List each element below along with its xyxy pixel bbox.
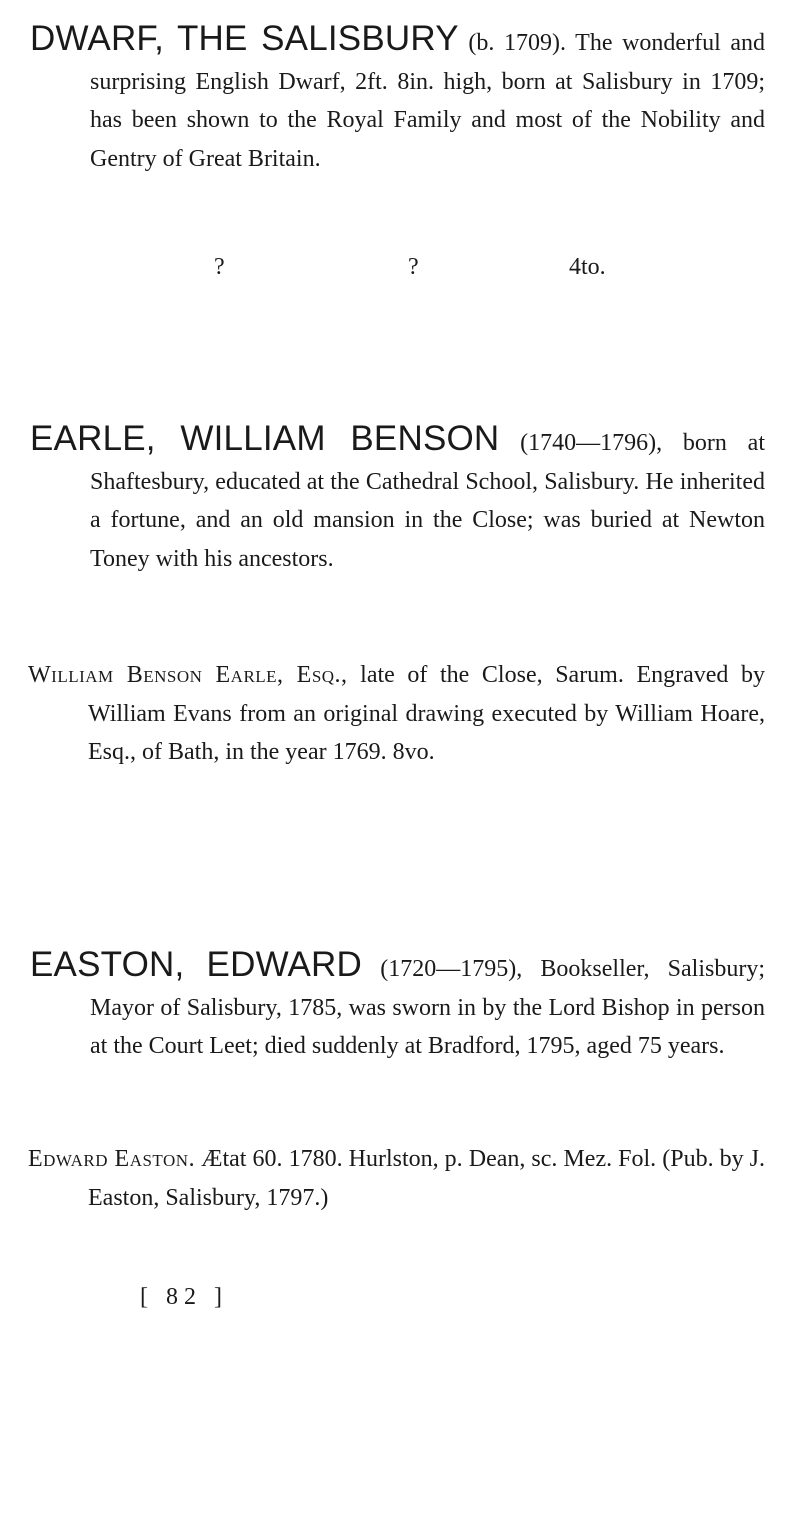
portrait-text: late of the Close, Sarum. Engraved by William Evans from an original drawing executed by William Hoare, Esq., of Bath, in the year 1769. 8vo. xyxy=(88,662,766,765)
portrait-size: 4to. xyxy=(569,254,606,280)
portrait-text: Ætat 60. 1780. Hurlston, p. Dean, sc. Mez. Fol. (Pub. by J. Easton, Salisbury, 1797.) xyxy=(88,1146,766,1211)
entry-easton xyxy=(30,946,765,1066)
portrait-artist: ? xyxy=(214,254,225,280)
portrait-easton xyxy=(28,1140,765,1217)
entry-name: DWARF, THE SALISBURY xyxy=(30,19,459,58)
entry-text: The wonderful and surprising English Dwarf, 2ft. 8in. high, born at Salisbury in 1709; has been shown to the Royal Family and most of the Nobility and Gentry of Great Britain. xyxy=(90,30,766,172)
entry-name: EASTON, EDWARD xyxy=(30,945,362,984)
portrait-sitter: William Benson Earle, Esq., xyxy=(28,662,348,688)
entry-earle xyxy=(30,420,765,578)
portrait-earle xyxy=(28,656,765,772)
page-number: [ 82 ] xyxy=(140,1284,228,1310)
portrait-sitter: Edward Easton. xyxy=(28,1146,196,1172)
entry-text: Bookseller, Salisbury; Mayor of Salisbury, 1785, was sworn in by the Lord Bishop in person at the Court Leet; died suddenly at Bradford, 1795, aged 75 years. xyxy=(90,956,765,1059)
entry-text: born at Shaftesbury, educated at the Cathedral School, Salisbury. He inherited a fortune, and an old mansion in the Close; was buried at Newton Toney with his ancestors. xyxy=(90,430,765,572)
entry-dates: (1740—1796), xyxy=(520,430,663,456)
entry-name: EARLE, WILLIAM BENSON xyxy=(30,419,500,458)
portrait-engraver: ? xyxy=(408,254,419,280)
entry-dates: (b. 1709). xyxy=(468,30,566,56)
entry-dwarf xyxy=(30,20,765,178)
entry-dates: (1720—1795), xyxy=(380,956,523,982)
